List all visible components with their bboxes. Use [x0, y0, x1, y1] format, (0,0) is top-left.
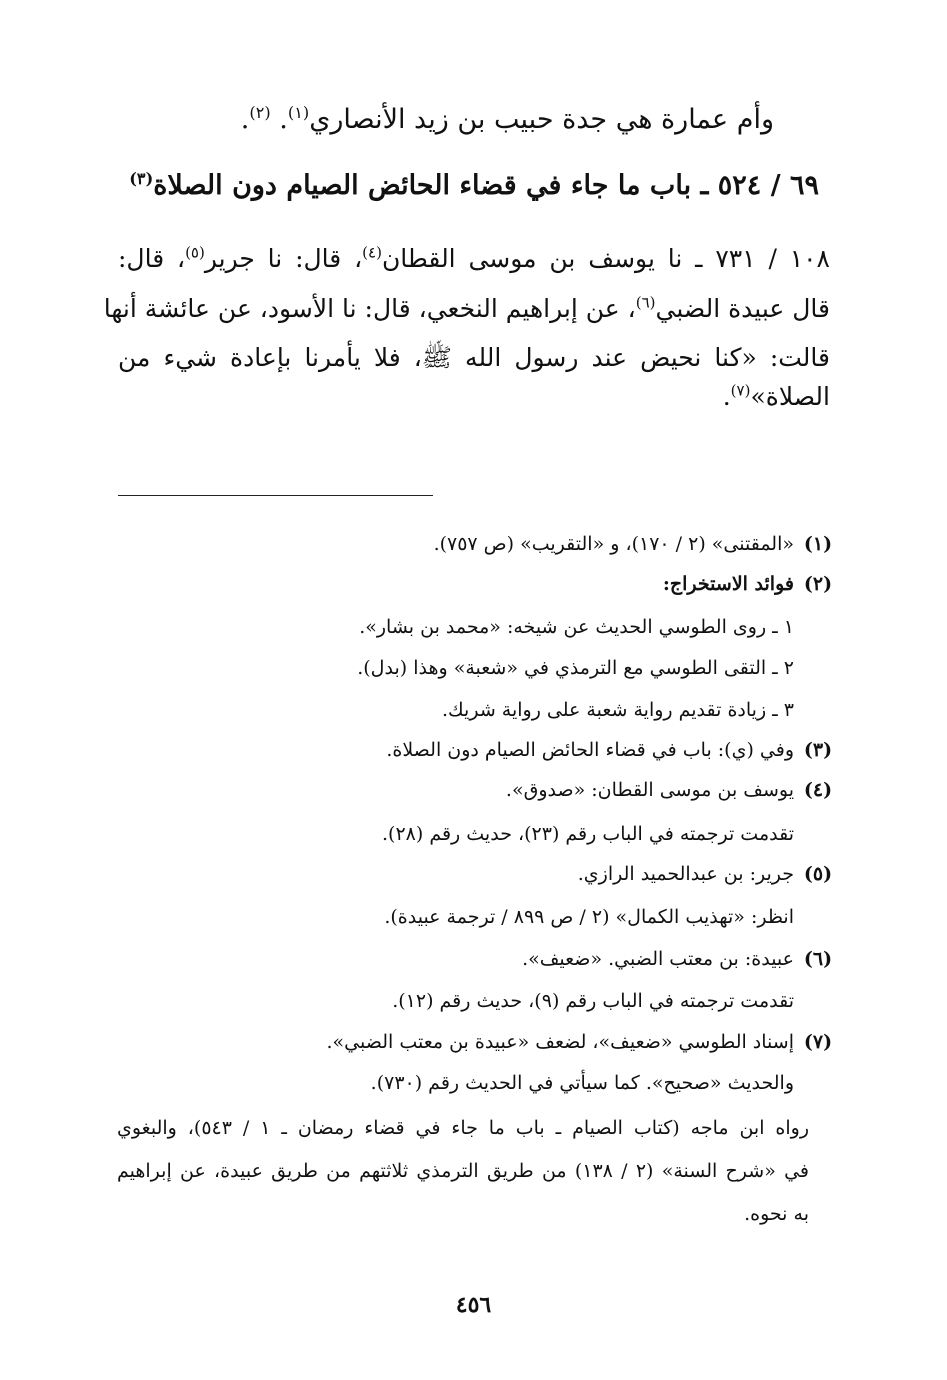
footnote-text: وفي (ي): باب في قضاء الحائض الصيام دون الصلاة.	[386, 739, 794, 761]
footnote-ref-3: (٣)	[129, 169, 154, 188]
footnote-number: (٢)	[803, 573, 833, 595]
footnote-line: تقدمت ترجمته في الباب رقم (٢٣)، حديث رقم (٢٨).	[382, 823, 794, 845]
footnote-text: إسناد الطوسي «ضعيف»، لضعف «عبيدة بن معتب الضبي».	[326, 1031, 794, 1053]
footnote-1	[434, 533, 834, 555]
footnote-line: تقدمت ترجمته في الباب رقم (٩)، حديث رقم (١٢).	[392, 990, 794, 1012]
hadith-isnad-part: قال عبيدة الضبي	[655, 294, 830, 323]
hadith-isnad-start: ١٠٨ / ٧٣١ ـ نا يوسف بن موسى القطان	[381, 244, 830, 273]
footnote-number: (٥)	[803, 863, 833, 885]
intro-line	[241, 104, 774, 135]
hadith-line-4	[118, 382, 830, 411]
footnote-line: في «شرح السنة» (٢ / ١٣٨) من طريق الترمذي ثلاثتهم من طريق عبيدة، عن إبراهيم	[117, 1160, 809, 1182]
footnote-text: فوائد الاستخراج:	[662, 573, 794, 595]
chapter-heading-text: ٦٩ / ٥٢٤ ـ باب ما جاء في قضاء الحائض الصيام دون الصلاة	[153, 170, 819, 201]
footnote-number: (١)	[803, 533, 833, 555]
footnote-number: (٤)	[803, 779, 833, 801]
footnote-6	[522, 948, 834, 970]
footnote-ref-7: (٧)	[730, 381, 751, 400]
hadith-isnad-part: ، قال:	[118, 244, 186, 273]
footnote-5	[578, 863, 834, 885]
hadith-line-2	[103, 293, 830, 323]
footnote-text: يوسف بن موسى القطان: «صدوق».	[505, 779, 794, 801]
hadith-period: .	[722, 382, 731, 411]
hadith-matn-end: الصلاة»	[750, 382, 830, 411]
hadith-isnad-part: ، عن إبراهيم النخعي، قال: نا الأسود، عن عائشة أنها	[103, 294, 636, 323]
intro-tail-2: .	[240, 104, 250, 135]
footnote-ref-5: (٥)	[185, 243, 205, 262]
footnote-line: ١ ـ روى الطوسي الحديث عن شيخه: «محمد بن بشار».	[359, 616, 794, 638]
footnote-ref-1: (١)	[287, 103, 310, 122]
footnote-line: والحديث «صحيح». كما سيأتي في الحديث رقم (٧٣٠).	[370, 1072, 794, 1094]
hadith-isnad-part: ، قال: نا جرير	[204, 244, 363, 273]
footnote-line: انظر: «تهذيب الكمال» (٢ / ص ٨٩٩ / ترجمة عبيدة).	[384, 906, 794, 928]
footnote-line: ٣ ـ زيادة تقديم رواية شعبة على رواية شريك.	[442, 699, 794, 721]
footnote-text: «المقتنى» (٢ / ١٧٠)، و «التقريب» (ص ٧٥٧).	[433, 533, 794, 555]
footnote-text: عبيدة: بن معتب الضبي. «ضعيف».	[522, 948, 794, 970]
footnote-number: (٦)	[803, 948, 833, 970]
footnote-7	[327, 1031, 835, 1053]
footnote-4	[506, 779, 834, 801]
page-number: ٤٥٦	[455, 1292, 492, 1318]
footnote-number: (٣)	[803, 739, 833, 761]
footnote-ref-2: (٢)	[249, 103, 271, 122]
intro-tail: .	[270, 104, 288, 135]
hadith-line-3: قالت: «كنا نحيض عند رسول الله ﷺ، فلا يأمرنا بإعادة شيء من	[118, 343, 830, 372]
footnote-separator	[118, 495, 433, 496]
footnote-text: جرير: بن عبدالحميد الرازي.	[577, 863, 794, 885]
footnote-ref-4: (٤)	[362, 243, 382, 262]
hadith-line-1	[118, 244, 830, 273]
footnote-ref-6: (٦)	[635, 293, 656, 312]
intro-text: وأم عمارة هي جدة حبيب بن زيد الأنصاري	[309, 104, 774, 135]
chapter-heading	[129, 170, 819, 201]
footnote-number: (٧)	[803, 1031, 833, 1053]
footnote-line: ٢ ـ التقى الطوسي مع الترمذي في «شعبة» وهذا (بدل).	[357, 657, 794, 679]
footnote-line: به نحوه.	[744, 1203, 809, 1225]
footnote-3	[386, 739, 834, 761]
footnote-2	[663, 573, 834, 595]
footnote-line: رواه ابن ماجه (كتاب الصيام ـ باب ما جاء في قضاء رمضان ـ ١ / ٥٤٣)، والبغوي	[117, 1117, 810, 1139]
